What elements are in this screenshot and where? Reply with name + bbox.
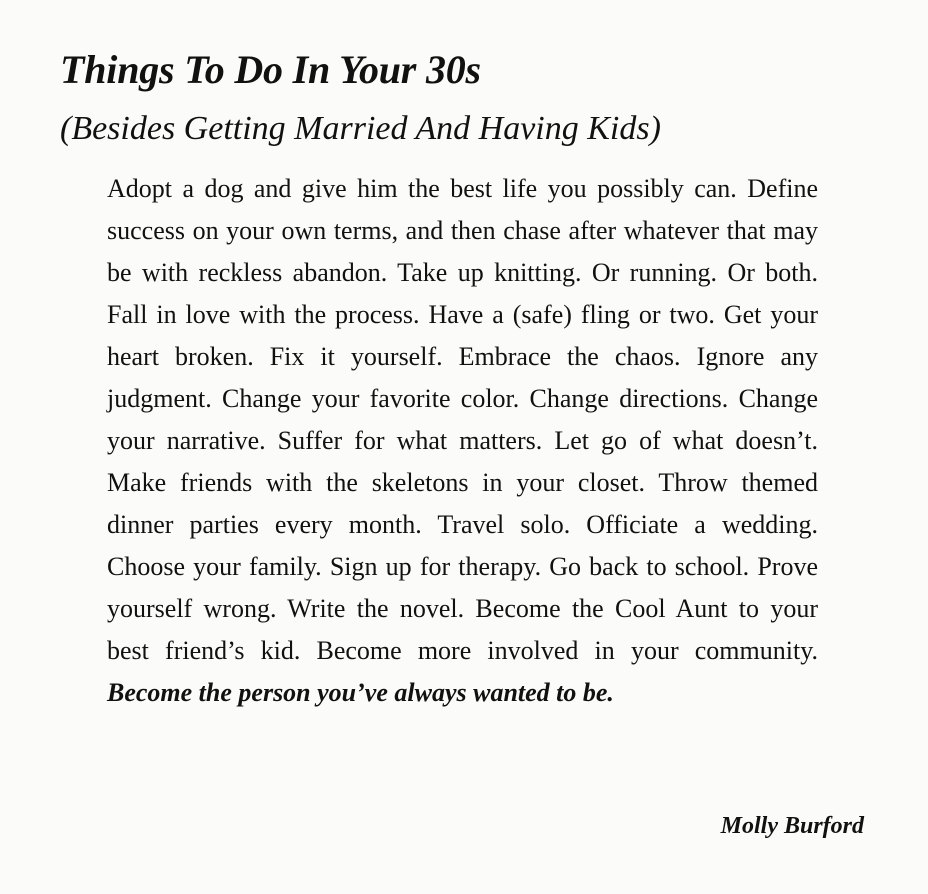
document-title: Things To Do In Your 30s	[60, 47, 481, 92]
author-name: Molly Burford	[720, 813, 864, 839]
body-text: Adopt a dog and give him the best life you possibly can. Define success on your own terms, and then chase after whatever that may be with reckless abandon. Take up knitting. Or running. Or both. Fall in love with the process. Have a (safe) fling or two. Get your heart broken. Fix it yourself. Embrace the chaos. Ignore any judgment. Change your favorite color. Change directions. Change your narrative. Suffer for what matters. Let go of what doesn’t. Make friends with the skeletons in your closet. Throw themed dinner parties every month. Travel solo. Officiate a wedding. Choose your family. Sign up for therapy. Go back to school. Prove yourself wrong. Write the novel. Become the Cool Aunt to your best friend’s kid. Become more involved in your community.	[107, 174, 818, 665]
document-subtitle: (Besides Getting Married And Having Kids)	[60, 110, 661, 147]
closing-line: Become the person you’ve always wanted to be.	[107, 678, 614, 707]
body-paragraph	[107, 168, 818, 714]
